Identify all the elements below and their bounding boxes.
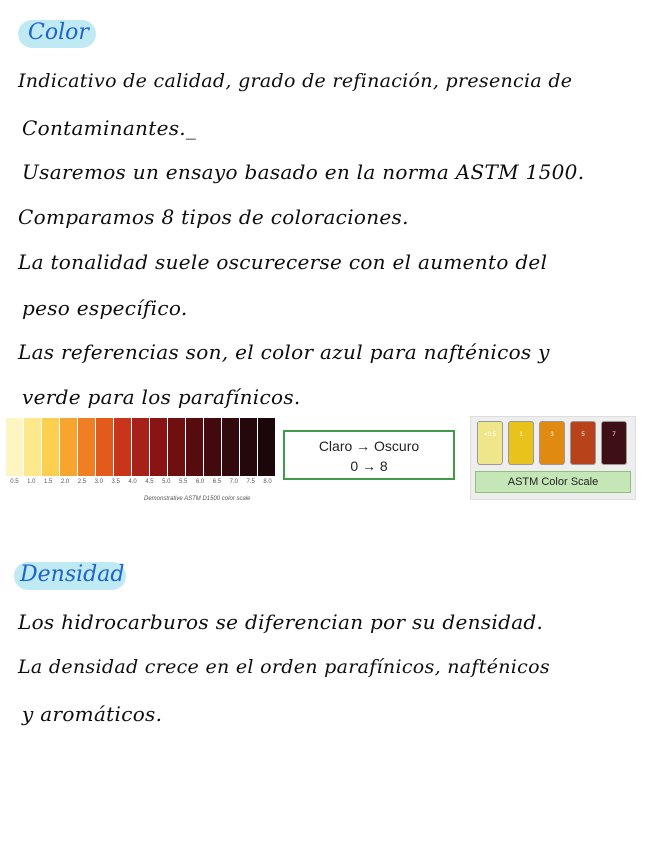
sample-tube	[508, 421, 534, 465]
sample-tube-label: 3	[550, 432, 554, 438]
scale-tick-label: 6.5	[212, 479, 222, 485]
densidad-heading: Densidad	[20, 562, 125, 587]
sample-tube	[601, 421, 627, 465]
color-line-6: peso específico.	[22, 296, 188, 320]
color-line-1: Indicativo de calidad, grado de refinación, presencia de	[18, 70, 573, 92]
color-swatch	[96, 418, 114, 476]
color-line-2: Contaminantes._	[22, 116, 197, 140]
sample-tubes	[477, 421, 627, 471]
scale-tick-label: 6.0	[195, 479, 205, 485]
color-line-4: Comparamos 8 tipos de coloraciones.	[18, 205, 409, 229]
scale-tick-label: 4.5	[145, 479, 154, 485]
sample-tube	[477, 421, 503, 465]
color-swatch	[204, 418, 222, 476]
color-swatch	[78, 418, 96, 476]
scale-range-text: 0 → 8	[350, 458, 388, 474]
scale-tick-label: 2.5	[77, 479, 87, 485]
color-swatch	[222, 418, 240, 476]
color-swatches	[6, 418, 276, 476]
sample-tube-label: 1	[519, 432, 523, 438]
scale-tick-label: 0.5	[10, 479, 19, 485]
color-swatch	[132, 418, 150, 476]
scale-caption: Demonstrative ASTM D1500 color scale	[144, 496, 251, 502]
scale-tick-label: 3.0	[94, 479, 103, 485]
color-swatch	[258, 418, 276, 476]
sample-tube	[539, 421, 565, 465]
color-line-3: Usaremos un ensayo basado en la norma ASTM 1500.	[22, 160, 585, 184]
sample-tube-label: 7	[612, 432, 616, 438]
scale-tick-label: 3.5	[111, 479, 120, 485]
densidad-line-2: La densidad crece en el orden parafínicos, nafténicos	[18, 656, 550, 678]
scale-tick-label: 8.0	[263, 479, 272, 485]
claro-oscuro-text: Claro → Oscuro	[318, 438, 420, 454]
color-swatch	[168, 418, 186, 476]
scale-tick-label: 5.5	[179, 479, 188, 485]
color-heading: Color	[28, 20, 89, 45]
color-swatch	[240, 418, 258, 476]
claro-oscuro-box	[283, 430, 455, 480]
color-line-7: Las referencias son, el color azul para nafténicos y	[18, 340, 550, 364]
color-swatch	[186, 418, 204, 476]
scale-tick-label: 1.0	[27, 479, 36, 485]
color-swatch	[150, 418, 168, 476]
sample-tube-label: <0.5	[484, 432, 496, 438]
sample-tube	[570, 421, 596, 465]
scale-tick-labels	[6, 479, 276, 485]
sample-tube-label: 5	[581, 432, 585, 438]
color-swatch	[6, 418, 24, 476]
densidad-line-1: Los hidrocarburos se diferencian por su densidad.	[18, 610, 544, 634]
astm-color-scale-label: ASTM Color Scale	[475, 471, 631, 493]
color-swatch	[60, 418, 78, 476]
scale-tick-label: 1.5	[44, 479, 53, 485]
scale-tick-label: 7.5	[246, 479, 255, 485]
astm-d1500-color-scale	[6, 418, 276, 510]
color-line-5: La tonalidad suele oscurecerse con el aumento del	[18, 250, 548, 274]
scale-tick-label: 7.0	[229, 479, 238, 485]
color-swatch	[114, 418, 132, 476]
color-swatch	[24, 418, 42, 476]
scale-tick-label: 4.0	[128, 479, 137, 485]
astm-color-scale-image	[470, 416, 636, 500]
scale-tick-label: 2.0	[60, 479, 70, 485]
color-line-8: verde para los parafínicos.	[22, 385, 301, 409]
color-swatch	[42, 418, 60, 476]
scale-tick-label: 5.0	[162, 479, 171, 485]
densidad-line-3: y aromáticos.	[22, 702, 163, 726]
